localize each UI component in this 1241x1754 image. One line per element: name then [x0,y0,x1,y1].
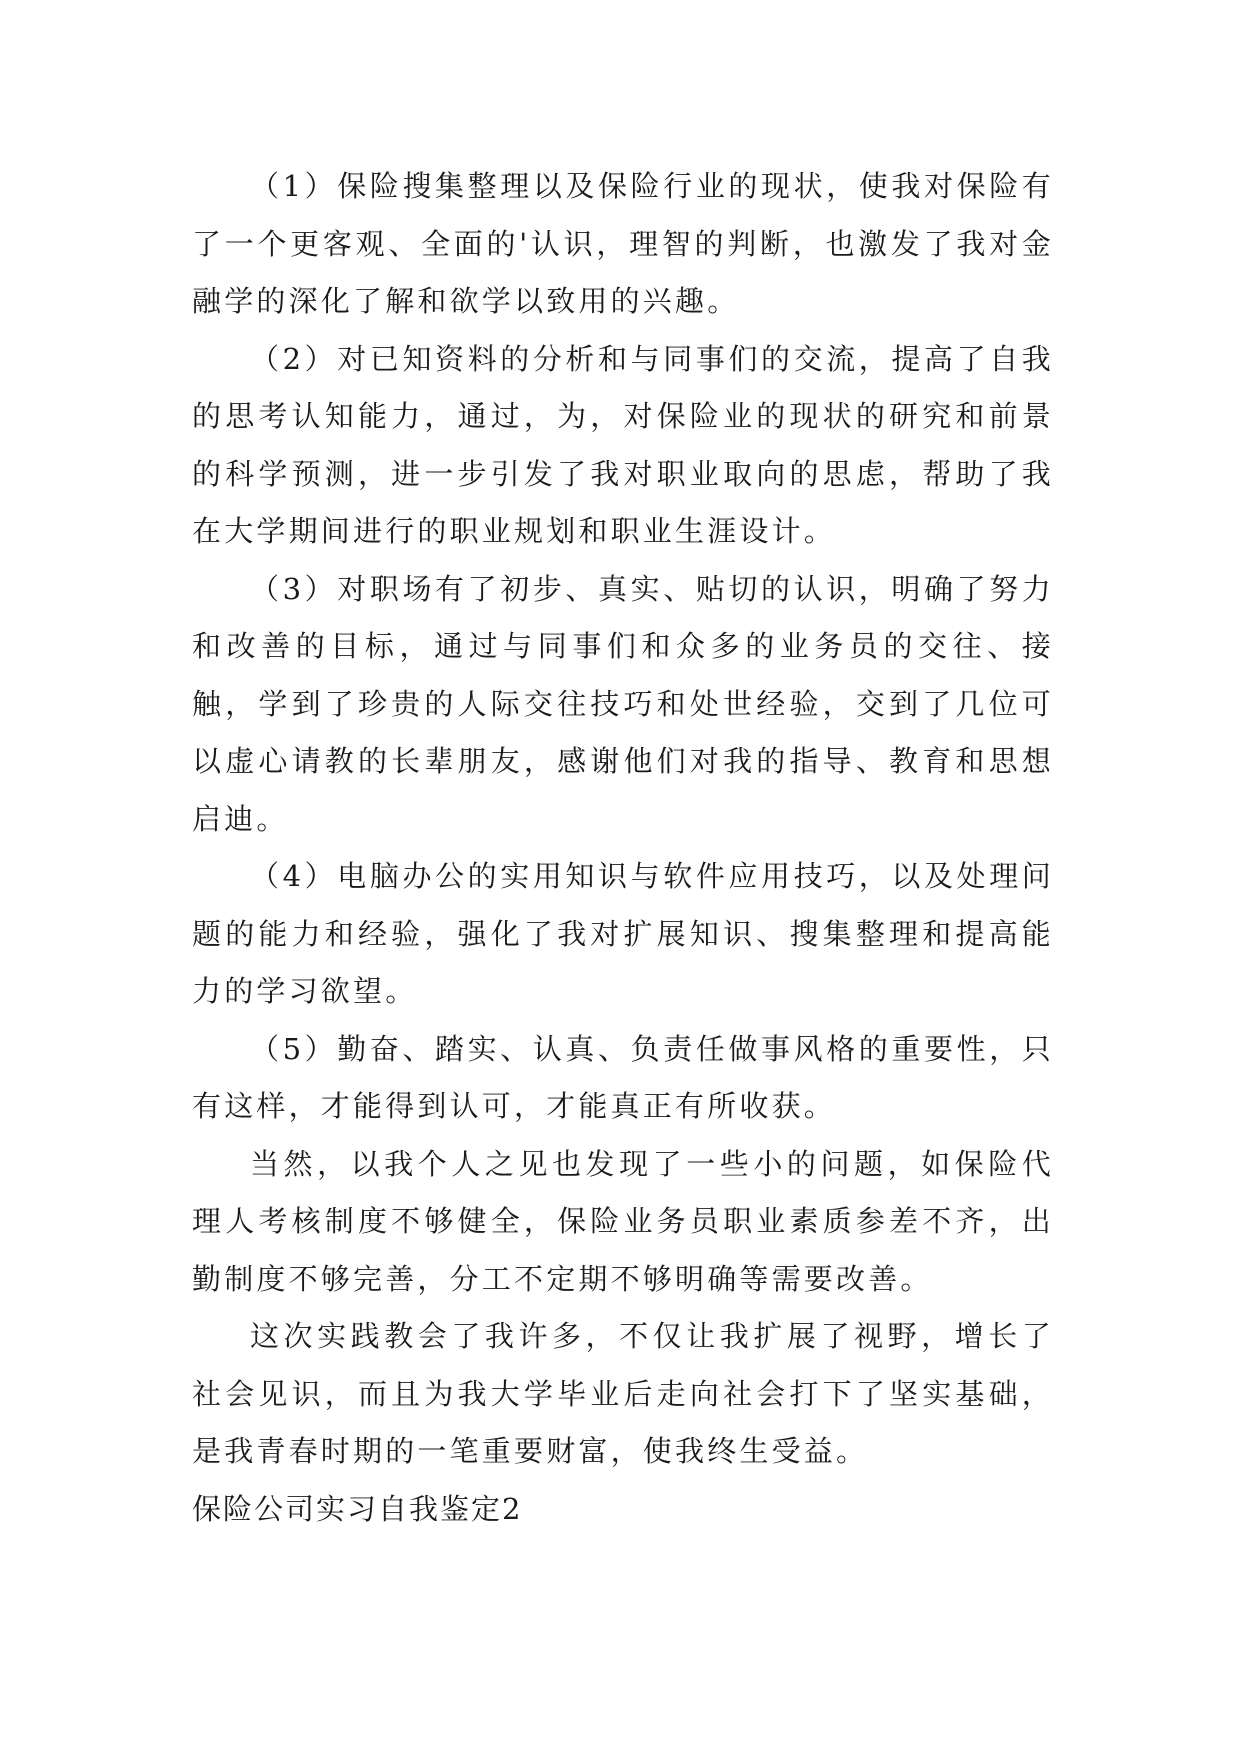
paragraph-2: （2）对已知资料的分析和与同事们的交流，提高了自我的思考认知能力，通过，为，对保险业的现状的研究和前景的科学预测，进一步引发了我对职业取向的思虑，帮助了我在大学期间进行的职业规划和职业生涯设计。 [192,341,1054,548]
paragraph-6: 当然，以我个人之见也发现了一些小的问题，如保险代理人考核制度不够健全，保险业务员职业素质参差不齐，出勤制度不够完善，分工不定期不够明确等需要改善。 [192,1146,1054,1296]
document-page [192,158,1054,1538]
paragraph-5: （5）勤奋、踏实、认真、负责任做事风格的重要性，只有这样，才能得到认可，才能真正有所收获。 [192,1031,1054,1123]
paragraph-3: （3）对职场有了初步、真实、贴切的认识，明确了努力和改善的目标，通过与同事们和众多的业务员的交往、接触，学到了珍贵的人际交往技巧和处世经验，交到了几位可以虚心请教的长辈朋友，感谢他们对我的指导、教育和思想启迪。 [192,571,1054,836]
paragraph-7: 这次实践教会了我许多，不仅让我扩展了视野，增长了社会见识，而且为我大学毕业后走向社会打下了坚实基础，是我青春时期的一笔重要财富，使我终生受益。 [192,1319,1054,1468]
paragraph-1: （1）保险搜集整理以及保险行业的现状，使我对保险有了一个更客观、全面的'认识，理智的判断，也激发了我对金融学的深化了解和欲学以致用的兴趣。 [192,169,1054,318]
section-title: 保险公司实习自我鉴定2 [192,1491,523,1526]
paragraph-4: （4）电脑办公的实用知识与软件应用技巧，以及处理问题的能力和经验，强化了我对扩展知识、搜集整理和提高能力的学习欲望。 [192,859,1054,1008]
